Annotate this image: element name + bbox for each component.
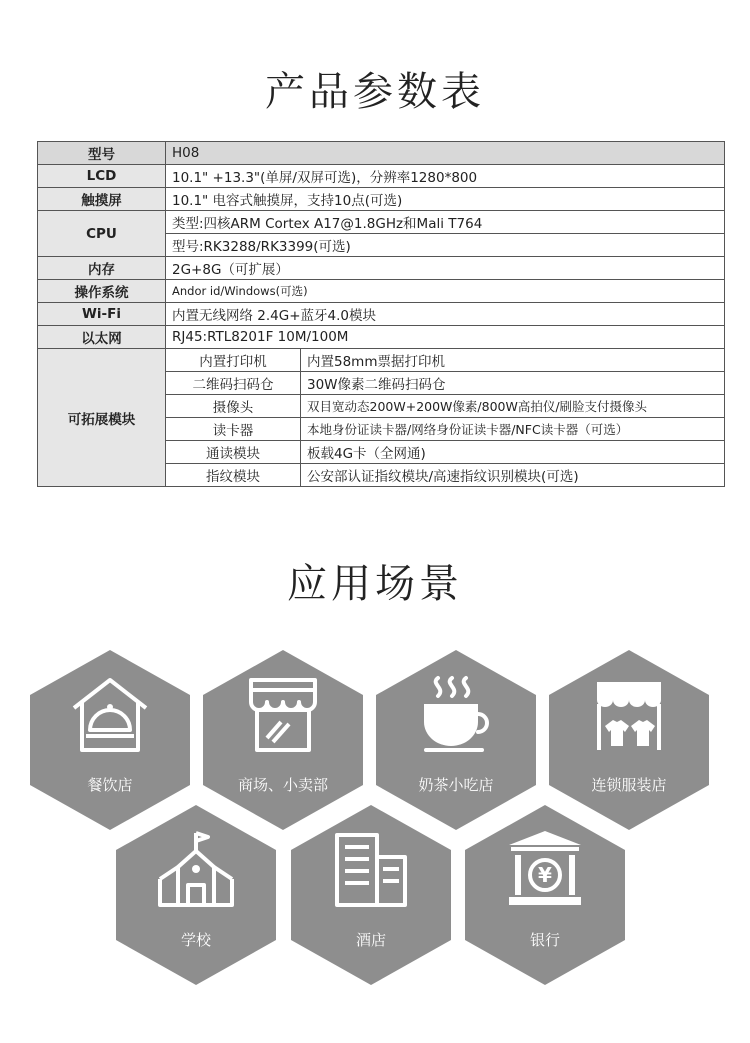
spec-label-model: 型号 (38, 142, 166, 165)
bank-icon (505, 829, 585, 909)
scene-label: 学校 (180, 931, 211, 949)
scene-hotel (291, 805, 451, 985)
scene-label: 商场、小卖部 (237, 776, 328, 794)
module-name: 指纹模块 (166, 464, 301, 487)
spec-value-cpu-type: 类型:四核ARM Cortex A17@1.8GHz和Mali T764 (166, 211, 725, 234)
hotel-icon (331, 829, 411, 909)
spec-label-cpu: CPU (38, 211, 166, 257)
shop-icon (243, 674, 323, 754)
spec-label-expand: 可拓展模块 (38, 349, 166, 487)
clothing-store-icon (589, 674, 669, 754)
spec-section-title: 产品参数表 (265, 69, 485, 115)
module-value: 板载4G卡（全网通) (301, 441, 725, 464)
restaurant-icon (70, 674, 150, 754)
coffee-cup-icon (416, 674, 496, 754)
spec-value-model: H08 (166, 142, 725, 165)
spec-label-touch: 触摸屏 (38, 188, 166, 211)
scene-label: 餐饮店 (87, 776, 133, 794)
scene-tea-shop (376, 650, 536, 830)
spec-value-lcd: 10.1" +13.3"(单屏/双屏可选)，分辨率1280*800 (166, 165, 725, 188)
module-name: 摄像头 (166, 395, 301, 418)
module-value: 30W像素二维码扫码仓 (301, 372, 725, 395)
spec-label-lcd: LCD (38, 165, 166, 188)
module-name: 读卡器 (166, 418, 301, 441)
scene-bank (465, 805, 625, 985)
scenes-section-title: 应用场景 (287, 561, 463, 607)
svg-text:¥: ¥ (538, 863, 552, 887)
spec-value-ethernet: RJ45:RTL8201F 10M/100M (166, 326, 725, 349)
spec-label-memory: 内存 (38, 257, 166, 280)
module-value: 内置58mm票据打印机 (301, 349, 725, 372)
spec-label-wifi: Wi-Fi (38, 303, 166, 326)
module-value: 本地身份证读卡器/网络身份证读卡器/NFC读卡器（可选） (301, 418, 725, 441)
spec-value-wifi: 内置无线网络 2.4G+蓝牙4.0模块 (166, 303, 725, 326)
module-value: 公安部认证指纹模块/高速指纹识别模块(可选) (301, 464, 725, 487)
scene-restaurant (30, 650, 190, 830)
scene-label: 奶茶小吃店 (418, 776, 494, 794)
scene-clothing-store (549, 650, 709, 830)
spec-value-memory: 2G+8G（可扩展） (166, 257, 725, 280)
spec-label-os: 操作系统 (38, 280, 166, 303)
module-name: 内置打印机 (166, 349, 301, 372)
module-name: 二维码扫码仓 (166, 372, 301, 395)
module-value: 双目宽动态200W+200W像素/800W高拍仪/刷脸支付摄像头 (301, 395, 725, 418)
spec-label-ethernet: 以太网 (38, 326, 166, 349)
spec-value-os: Andor id/Windows(可选) (166, 280, 725, 303)
scene-school (116, 805, 276, 985)
scene-label: 银行 (529, 931, 560, 949)
school-icon (156, 829, 236, 909)
spec-value-touch: 10.1" 电容式触摸屏，支持10点(可选) (166, 188, 725, 211)
scene-label: 酒店 (355, 931, 386, 949)
scene-shop (203, 650, 363, 830)
spec-value-cpu-model: 型号:RK3288/RK3399(可选) (166, 234, 725, 257)
module-name: 通读模块 (166, 441, 301, 464)
scene-label: 连锁服装店 (591, 776, 667, 794)
